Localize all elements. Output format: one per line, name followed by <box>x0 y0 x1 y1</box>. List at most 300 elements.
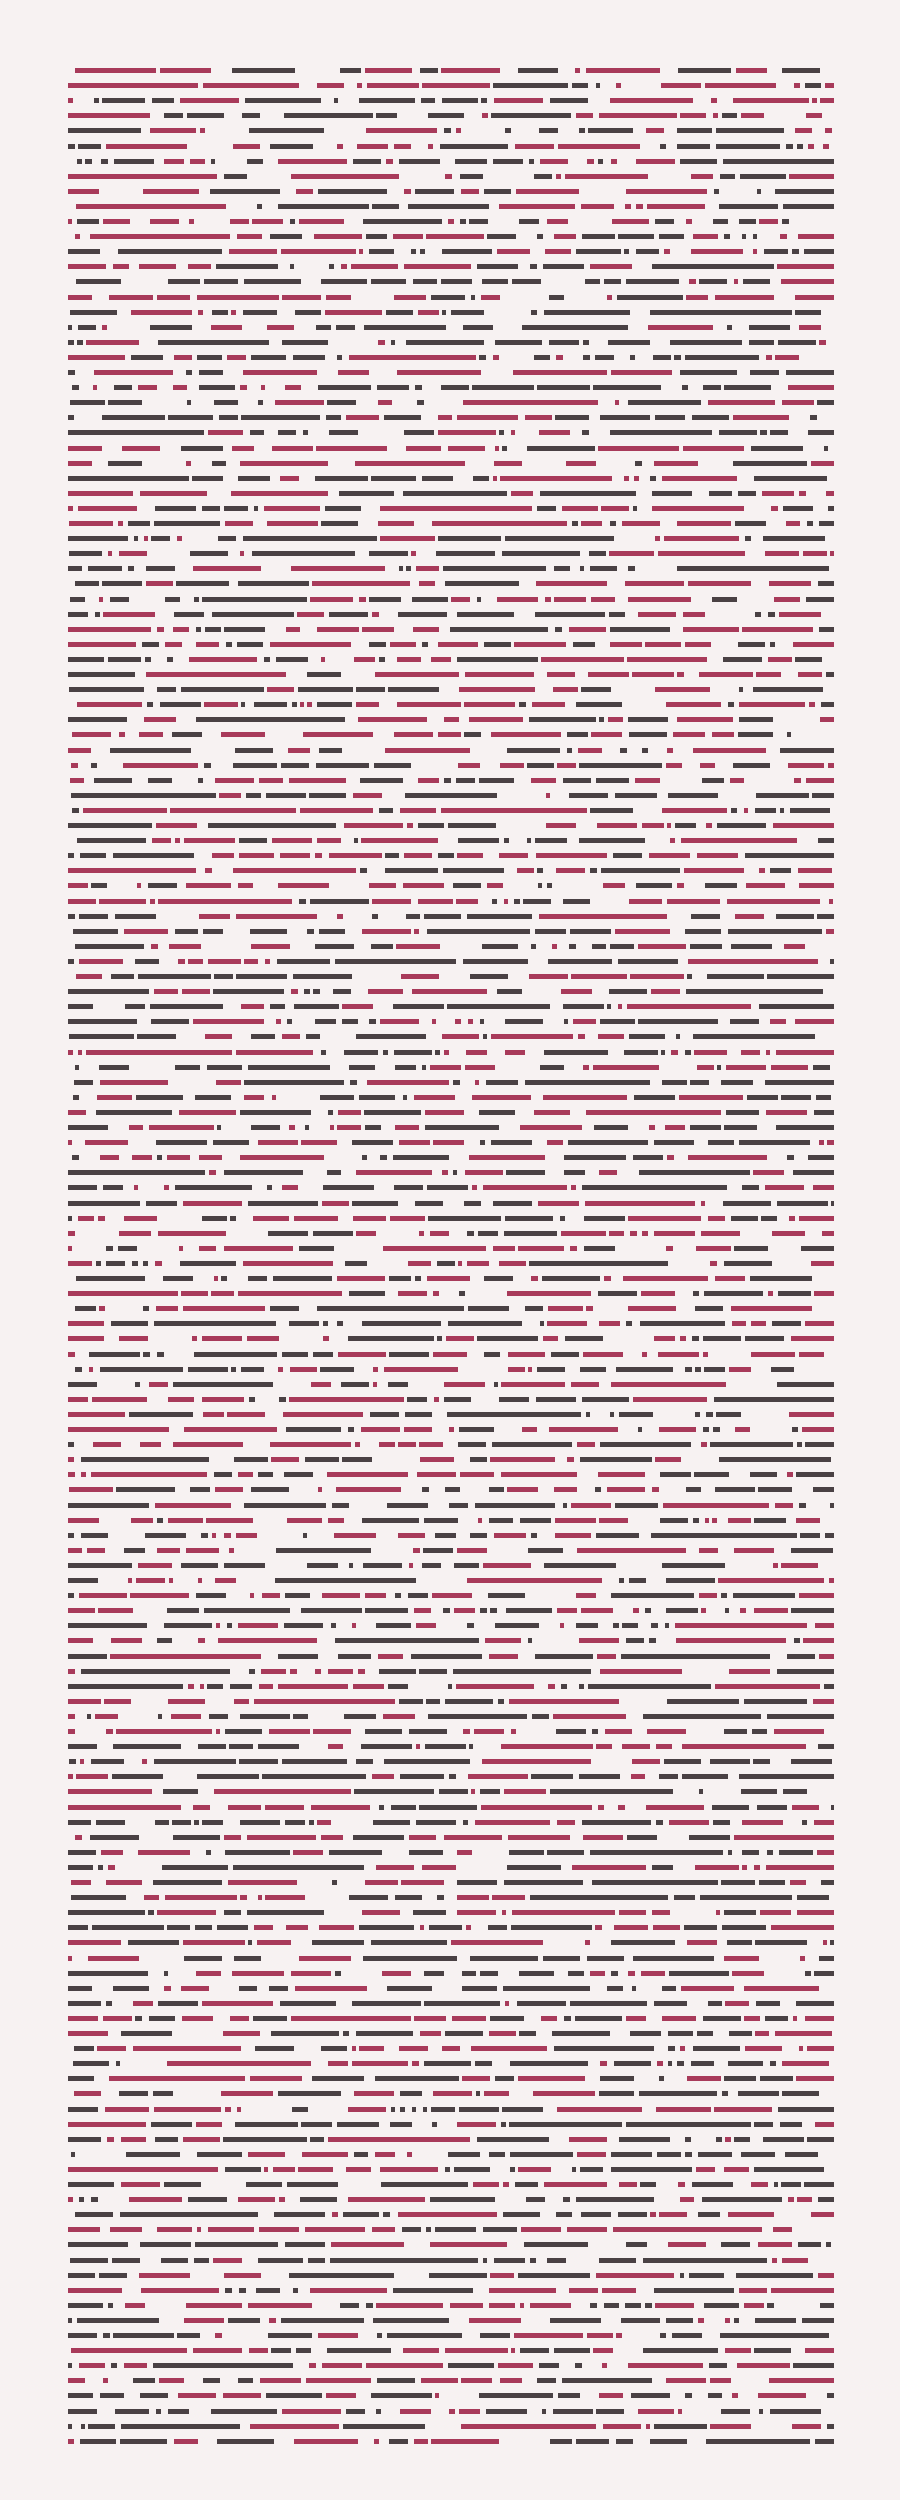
dash-mark <box>504 1231 557 1236</box>
dash-mark <box>365 1125 381 1130</box>
dash-mark <box>583 355 590 360</box>
dash-mark <box>413 627 439 632</box>
dash-mark <box>659 1774 678 1779</box>
dash-mark <box>505 536 614 541</box>
dash-mark <box>725 2318 730 2323</box>
dash-mark <box>376 113 397 118</box>
dash-mark <box>109 2076 245 2081</box>
dash-mark <box>533 2091 595 2096</box>
dash-mark <box>499 1261 526 1266</box>
dash-mark <box>90 1835 139 1840</box>
dash-mark <box>280 853 310 858</box>
dash-mark <box>698 2212 720 2217</box>
dash-mark <box>484 2091 509 2096</box>
dash-mark <box>252 219 283 224</box>
dash-mark <box>494 2258 525 2263</box>
dash-mark <box>94 370 173 375</box>
dash-mark <box>536 581 607 586</box>
dash-mark <box>622 1744 650 1749</box>
dash-mark <box>492 899 497 904</box>
dash-mark <box>366 128 437 133</box>
dash-mark <box>68 2107 98 2112</box>
dash-mark <box>795 657 822 662</box>
dash-mark <box>403 491 507 496</box>
dash-mark <box>164 2182 201 2187</box>
dash-mark <box>568 1971 584 1976</box>
dash-mark <box>803 1638 834 1643</box>
dash-mark <box>463 325 493 330</box>
dash-mark <box>554 2046 654 2051</box>
dash-mark <box>68 461 92 466</box>
dash-mark <box>759 1880 785 1885</box>
dash-mark <box>419 1669 447 1674</box>
dash-mark <box>224 1563 265 1568</box>
dash-mark <box>518 2273 590 2278</box>
dash-mark <box>164 113 183 118</box>
dash-mark <box>796 1518 820 1523</box>
dash-mark <box>793 2363 834 2368</box>
dash-mark <box>577 1548 686 1553</box>
dash-mark <box>291 2016 411 2021</box>
dash-mark <box>248 1940 252 1945</box>
dash-mark <box>587 1956 624 1961</box>
dash-mark <box>600 1669 682 1674</box>
dash-mark <box>317 702 352 707</box>
dash-mark <box>491 732 561 737</box>
dash-mark <box>493 159 523 164</box>
dash-mark <box>742 627 813 632</box>
dash-mark <box>363 219 442 224</box>
dash-mark <box>481 1805 592 1810</box>
dash-mark <box>138 974 211 979</box>
dash-mark <box>122 446 160 451</box>
dash-mark <box>631 1774 645 1779</box>
dash-mark <box>337 144 343 149</box>
dash-mark <box>197 295 279 300</box>
dash-mark <box>659 2212 687 2217</box>
dash-mark <box>776 1050 834 1055</box>
dash-mark <box>590 264 632 269</box>
dash-mark <box>484 1352 500 1357</box>
dash-mark <box>225 1729 262 1734</box>
dash-row <box>68 325 821 330</box>
dash-mark <box>600 1442 691 1447</box>
dash-mark <box>224 1533 231 1538</box>
dash-mark <box>723 1201 771 1206</box>
dash-mark <box>79 1593 127 1598</box>
dash-mark <box>630 974 684 979</box>
dash-mark <box>601 868 680 873</box>
dash-mark <box>600 1019 635 1024</box>
dash-mark <box>662 2016 696 2021</box>
dash-mark <box>189 657 257 662</box>
dash-mark <box>251 355 286 360</box>
dash-mark <box>662 1986 676 1991</box>
dash-mark <box>528 1367 532 1372</box>
dash-mark <box>388 1382 408 1387</box>
dash-mark <box>326 2393 356 2398</box>
dash-mark <box>94 98 99 103</box>
dash-mark <box>108 657 141 662</box>
dash-mark <box>459 1291 465 1296</box>
dash-row <box>68 1503 834 1508</box>
dash-mark <box>355 461 465 466</box>
dash-mark <box>322 1201 349 1206</box>
dash-mark <box>131 355 163 360</box>
dash-mark <box>157 1352 164 1357</box>
dash-mark <box>139 2273 190 2278</box>
dash-mark <box>234 1956 261 1961</box>
dash-mark <box>176 581 229 586</box>
dash-mark <box>552 2031 610 2036</box>
dash-mark <box>767 1714 834 1719</box>
dash-mark <box>342 1004 373 1009</box>
dash-mark <box>182 2016 213 2021</box>
dash-mark <box>253 2016 287 2021</box>
dash-mark <box>420 2031 441 2036</box>
dash-mark <box>255 2046 294 2051</box>
dash-mark <box>76 204 226 209</box>
dash-mark <box>197 355 222 360</box>
dash-mark <box>68 2288 122 2293</box>
dash-mark <box>539 128 558 133</box>
dash-mark <box>101 1850 123 1855</box>
dash-mark <box>677 144 710 149</box>
dash-mark <box>480 1789 500 1794</box>
dash-mark <box>311 1382 331 1387</box>
dash-mark <box>480 1971 498 1976</box>
dash-mark <box>678 2182 685 2187</box>
dash-mark <box>269 1729 310 1734</box>
dash-mark <box>683 627 739 632</box>
dash-mark <box>581 2212 611 2217</box>
dash-row <box>68 2439 834 2444</box>
dash-mark <box>248 1276 267 1281</box>
dash-mark <box>437 1336 442 1341</box>
dash-mark <box>389 1352 429 1357</box>
dash-mark <box>699 1593 717 1598</box>
dash-mark <box>430 1065 461 1070</box>
dash-mark <box>619 1910 646 1915</box>
dash-mark <box>429 2273 487 2278</box>
dash-mark <box>223 2031 260 2036</box>
dash-mark <box>373 1382 377 1387</box>
dash-mark <box>685 642 711 647</box>
dash-mark <box>689 1835 730 1840</box>
dash-mark <box>103 2016 132 2021</box>
dash-mark <box>272 1095 276 1100</box>
dash-mark <box>68 2303 103 2308</box>
dash-mark <box>739 717 773 722</box>
dash-mark <box>398 1442 416 1447</box>
dash-mark <box>139 264 176 269</box>
dash-mark <box>655 536 660 541</box>
dash-mark <box>349 1563 353 1568</box>
dash-mark <box>267 687 294 692</box>
dash-mark <box>129 1412 193 1417</box>
dash-mark <box>558 144 640 149</box>
dash-mark <box>636 883 672 888</box>
dash-mark <box>68 325 72 330</box>
dash-mark <box>650 310 792 315</box>
dash-mark <box>456 1684 534 1689</box>
dash-mark <box>436 551 495 556</box>
dash-mark <box>753 234 757 239</box>
dash-mark <box>199 385 235 390</box>
dash-mark <box>811 2212 834 2217</box>
dash-mark <box>369 249 394 254</box>
dash-mark <box>106 1729 113 1734</box>
dash-mark <box>271 2348 291 2353</box>
dash-mark <box>280 476 299 481</box>
dash-mark <box>359 2046 384 2051</box>
dash-mark <box>469 2318 521 2323</box>
dash-mark <box>451 310 484 315</box>
dash-mark <box>605 1729 632 1734</box>
dash-mark <box>469 1744 473 1749</box>
dash-mark <box>539 914 667 919</box>
dash-mark <box>68 748 91 753</box>
dash-mark <box>151 944 158 949</box>
dash-mark <box>779 1850 813 1855</box>
dash-mark <box>426 234 484 239</box>
dash-mark <box>629 899 662 904</box>
dash-mark <box>668 2046 675 2051</box>
dash-mark <box>68 1397 88 1402</box>
dash-mark <box>797 1895 829 1900</box>
dash-mark <box>68 1518 99 1523</box>
dash-mark <box>529 717 596 722</box>
dash-mark <box>422 1563 441 1568</box>
dash-mark <box>97 1095 132 1100</box>
dash-mark <box>264 2167 268 2172</box>
dash-mark <box>229 249 277 254</box>
dash-mark <box>70 778 84 783</box>
dash-mark <box>557 763 576 768</box>
dash-mark <box>412 2107 416 2112</box>
dash-mark <box>722 2091 728 2096</box>
dash-mark <box>184 838 235 843</box>
dash-mark <box>570 2001 647 2006</box>
dash-mark <box>155 1820 169 1825</box>
dash-mark <box>195 1925 212 1930</box>
dash-mark <box>362 627 394 632</box>
dash-mark <box>291 566 385 571</box>
dash-mark <box>459 687 535 692</box>
dash-mark <box>103 219 130 224</box>
dash-mark <box>73 929 118 934</box>
dash-mark <box>465 1065 495 1070</box>
dash-mark <box>825 83 834 88</box>
dash-mark <box>556 355 563 360</box>
dash-mark <box>352 2061 408 2066</box>
dash-mark <box>721 2409 750 2414</box>
dash-mark <box>731 1306 812 1311</box>
dash-mark <box>68 1940 121 1945</box>
dash-mark <box>68 1352 75 1357</box>
dash-mark <box>575 2363 582 2368</box>
dash-mark <box>791 1548 833 1553</box>
dash-mark <box>702 2197 782 2202</box>
dash-mark <box>710 1442 793 1447</box>
dash-mark <box>155 1261 162 1266</box>
dash-row <box>68 128 832 133</box>
dash-mark <box>703 385 721 390</box>
dash-mark <box>471 295 475 300</box>
dash-mark <box>388 687 439 692</box>
dash-mark <box>372 612 379 617</box>
dash-mark <box>227 1412 265 1417</box>
dash-mark <box>687 2076 721 2081</box>
dash-mark <box>312 1940 364 1945</box>
dash-mark <box>311 1805 370 1810</box>
dash-mark <box>651 989 680 994</box>
dash-mark <box>391 1805 416 1810</box>
dash-mark <box>238 883 253 888</box>
dash-mark <box>195 2242 278 2247</box>
dash-mark <box>509 2122 622 2127</box>
dash-mark <box>785 2152 818 2157</box>
dash-mark <box>755 808 776 813</box>
dash-mark <box>443 868 504 873</box>
dash-mark <box>645 1608 651 1613</box>
dash-mark <box>448 1321 522 1326</box>
dash-mark <box>531 778 556 783</box>
dash-mark <box>241 1004 264 1009</box>
dash-mark <box>636 159 675 164</box>
dash-mark <box>237 234 262 239</box>
dash-row <box>68 2182 834 2187</box>
dash-mark <box>489 1518 513 1523</box>
dash-mark <box>433 1140 464 1145</box>
dash-mark <box>608 717 623 722</box>
dash-mark <box>328 1669 353 1674</box>
dash-mark <box>404 430 434 435</box>
dash-mark <box>569 627 606 632</box>
dash-mark <box>225 2288 232 2293</box>
dash-mark <box>480 1608 487 1613</box>
dash-mark <box>332 2212 338 2217</box>
dash-mark <box>240 551 244 556</box>
dash-mark <box>755 1940 807 1945</box>
dash-mark <box>68 1805 181 1810</box>
dash-mark <box>121 2137 146 2142</box>
dash-mark <box>499 1397 529 1402</box>
dash-mark <box>290 1669 297 1674</box>
dash-mark <box>207 1684 223 1689</box>
dash-mark <box>68 476 189 481</box>
dash-mark <box>819 1956 834 1961</box>
dash-mark <box>134 536 138 541</box>
dash-mark <box>384 1759 470 1764</box>
dash-mark <box>243 536 377 541</box>
dash-mark <box>164 159 184 164</box>
dash-mark <box>281 249 356 254</box>
dash-mark <box>646 1805 704 1810</box>
dash-mark <box>510 2167 515 2172</box>
dash-mark <box>701 1442 707 1447</box>
dash-mark <box>360 778 403 783</box>
dash-mark <box>68 1231 75 1236</box>
dash-mark <box>118 1246 137 1251</box>
dash-row <box>68 1654 834 1659</box>
dash-mark <box>617 295 683 300</box>
dash-mark <box>753 687 823 692</box>
dash-mark <box>235 2122 298 2127</box>
dash-mark <box>503 2212 540 2217</box>
dash-mark <box>814 1291 834 1296</box>
dash-mark <box>81 1533 108 1538</box>
dash-mark <box>666 1608 698 1613</box>
dash-mark <box>544 310 630 315</box>
dash-mark <box>591 597 615 602</box>
dash-mark <box>487 234 516 239</box>
dash-mark <box>679 1095 743 1100</box>
dash-mark <box>415 1276 421 1281</box>
dash-mark <box>113 853 194 858</box>
dash-mark <box>693 1034 815 1039</box>
dash-mark <box>444 1397 471 1402</box>
dash-mark <box>352 1201 398 1206</box>
dash-row <box>68 1246 834 1251</box>
dash-mark <box>146 1201 177 1206</box>
dash-mark <box>426 2227 431 2232</box>
dash-mark <box>729 2031 752 2036</box>
dash-mark <box>227 1623 232 1628</box>
dash-mark <box>466 1050 487 1055</box>
dash-mark <box>233 144 260 149</box>
dash-mark <box>423 2107 427 2112</box>
dash-mark <box>786 521 800 526</box>
dash-mark <box>586 1110 721 1115</box>
dash-mark <box>151 2122 192 2127</box>
dash-mark <box>473 476 489 481</box>
dash-mark <box>489 1654 518 1659</box>
dash-mark <box>154 1759 236 1764</box>
dash-mark <box>103 612 155 617</box>
dash-mark <box>582 430 589 435</box>
dash-mark <box>126 2152 180 2157</box>
dash-mark <box>153 1880 222 1885</box>
dash-mark <box>718 1578 824 1583</box>
dash-mark <box>361 1744 412 1749</box>
dash-mark <box>430 2242 507 2247</box>
dash-mark <box>570 1246 577 1251</box>
dash-mark <box>384 415 421 420</box>
dash-mark <box>423 1548 453 1553</box>
dash-mark <box>781 1563 818 1568</box>
dash-mark <box>217 1125 221 1130</box>
dash-mark <box>189 219 194 224</box>
dash-mark <box>379 1442 395 1447</box>
dash-mark <box>799 1593 834 1598</box>
dash-mark <box>665 1125 685 1130</box>
dash-row <box>70 310 821 315</box>
dash-mark <box>240 1155 324 1160</box>
dash-mark <box>489 2288 556 2293</box>
dash-mark <box>628 1971 635 1976</box>
dash-mark <box>563 1503 567 1508</box>
dash-mark <box>125 2303 145 2308</box>
dash-mark <box>70 597 85 602</box>
dash-mark <box>556 868 585 873</box>
dash-mark <box>646 128 664 133</box>
dash-mark <box>490 2273 514 2278</box>
dash-mark <box>435 2393 439 2398</box>
dash-mark <box>444 1382 485 1387</box>
dash-mark <box>482 113 488 118</box>
dash-mark <box>315 1019 336 1024</box>
